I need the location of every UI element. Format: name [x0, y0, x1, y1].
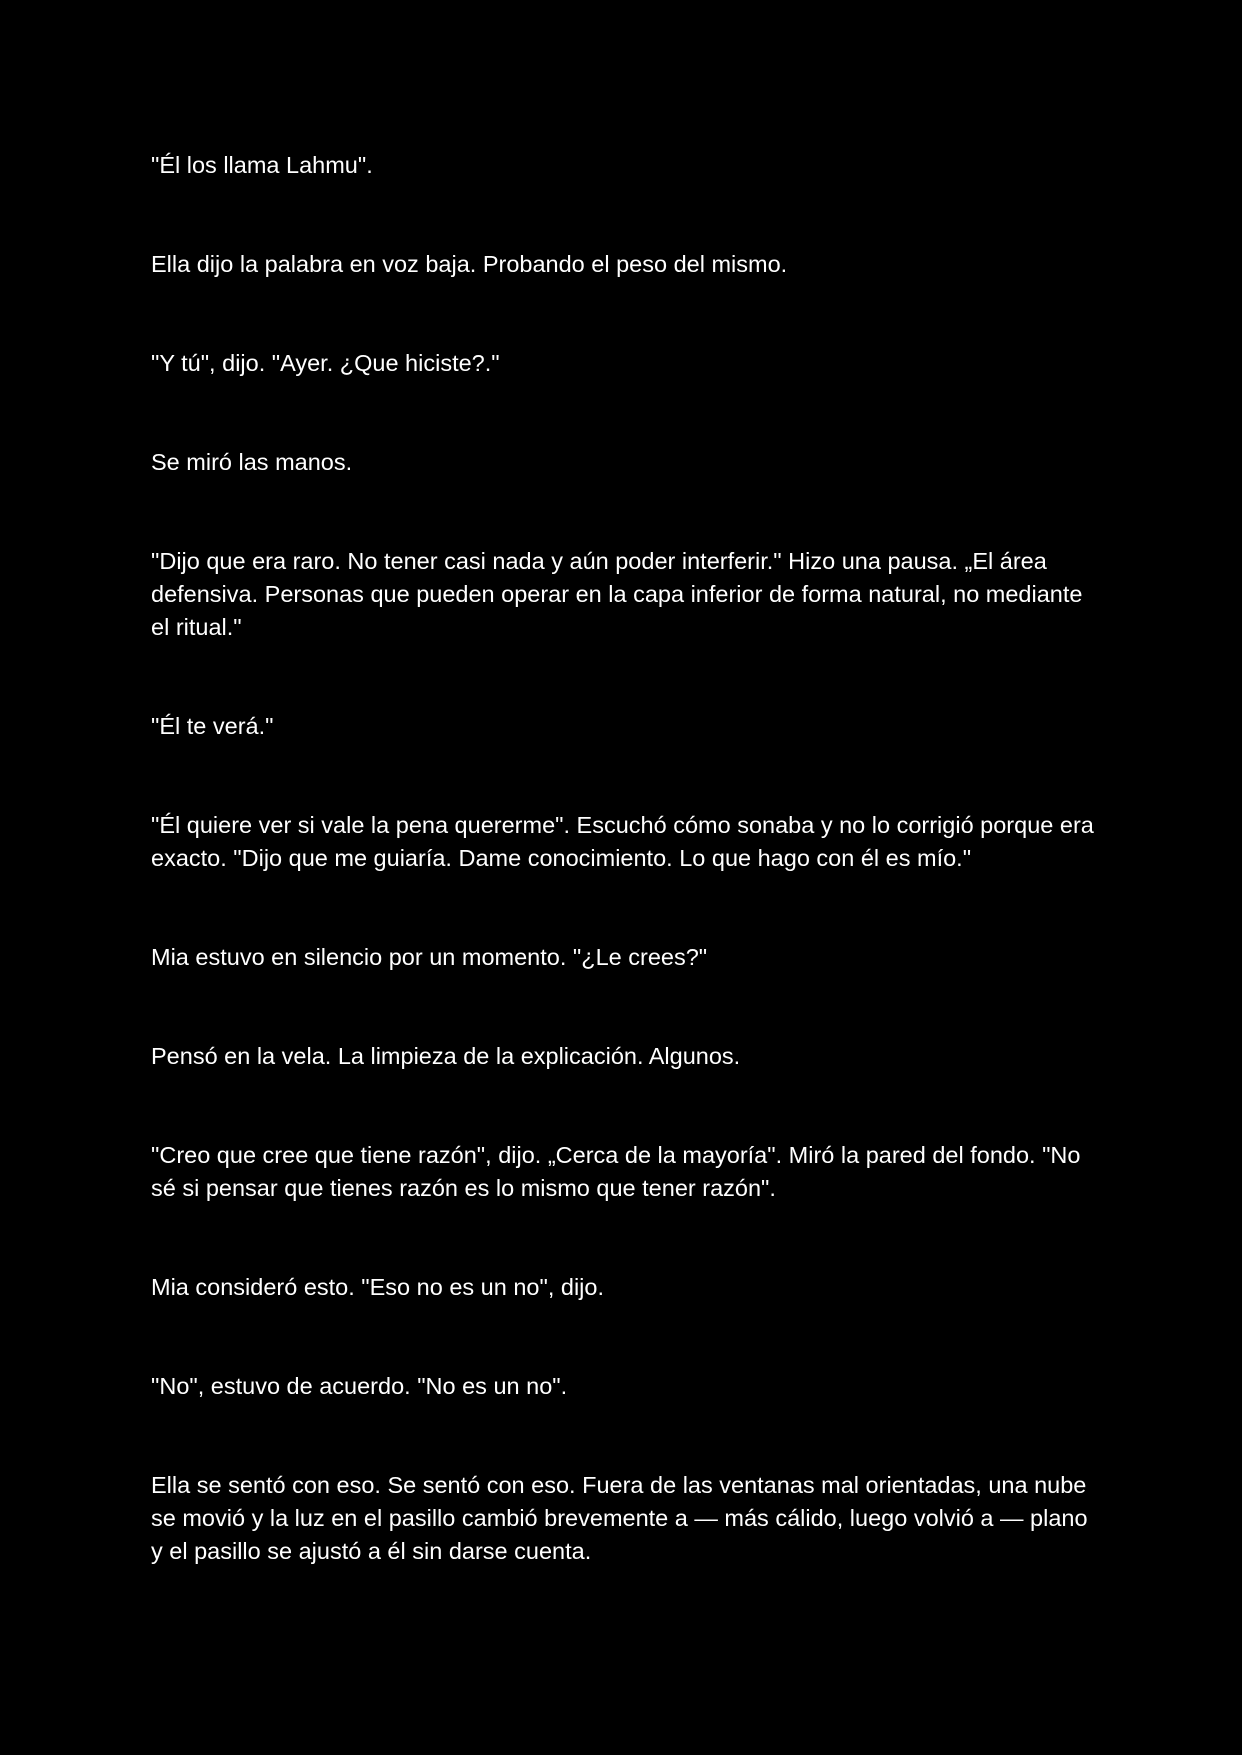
paragraph-12: "No", estuvo de acuerdo. "No es un no".	[151, 1373, 568, 1399]
paragraph-6: "Él te verá."	[151, 713, 274, 739]
paragraph-8: Mia estuvo en silencio por un momento. "¿Le crees?"	[151, 944, 708, 970]
paragraph-7: "Él quiere ver si vale la pena quererme". Escuchó cómo sonaba y no lo corrigió porque era exacto. "Dijo que me guiaría. Dame conocimiento. Lo que hago con él es mío."	[151, 812, 1094, 871]
paragraph-3: "Y tú", dijo. "Ayer. ¿Que hiciste?."	[151, 350, 500, 376]
paragraph-9: Pensó en la vela. La limpieza de la explicación. Algunos.	[151, 1043, 741, 1069]
paragraph-10: "Creo que cree que tiene razón", dijo. „Cerca de la mayoría". Miró la pared del fondo. "No sé si pensar que tienes razón es lo mismo que tener razón".	[151, 1142, 1081, 1201]
document-body	[151, 149, 1101, 1634]
paragraph-2: Ella dijo la palabra en voz baja. Probando el peso del mismo.	[151, 251, 788, 277]
paragraph-11: Mia consideró esto. "Eso no es un no", dijo.	[151, 1274, 604, 1300]
paragraph-4: Se miró las manos.	[151, 449, 353, 475]
paragraph-13: Ella se sentó con eso. Se sentó con eso. Fuera de las ventanas mal orientadas, una nube se movió y la luz en el pasillo cambió brevemente a — más cálido, luego volvió a — plano y el pasillo se ajustó a él sin darse cuenta.	[151, 1472, 1088, 1564]
paragraph-5: "Dijo que era raro. No tener casi nada y aún poder interferir." Hizo una pausa. „El área defensiva. Personas que pueden operar en la capa inferior de forma natural, no mediante el ritual."	[151, 548, 1083, 640]
paragraph-1: "Él los llama Lahmu".	[151, 152, 373, 178]
